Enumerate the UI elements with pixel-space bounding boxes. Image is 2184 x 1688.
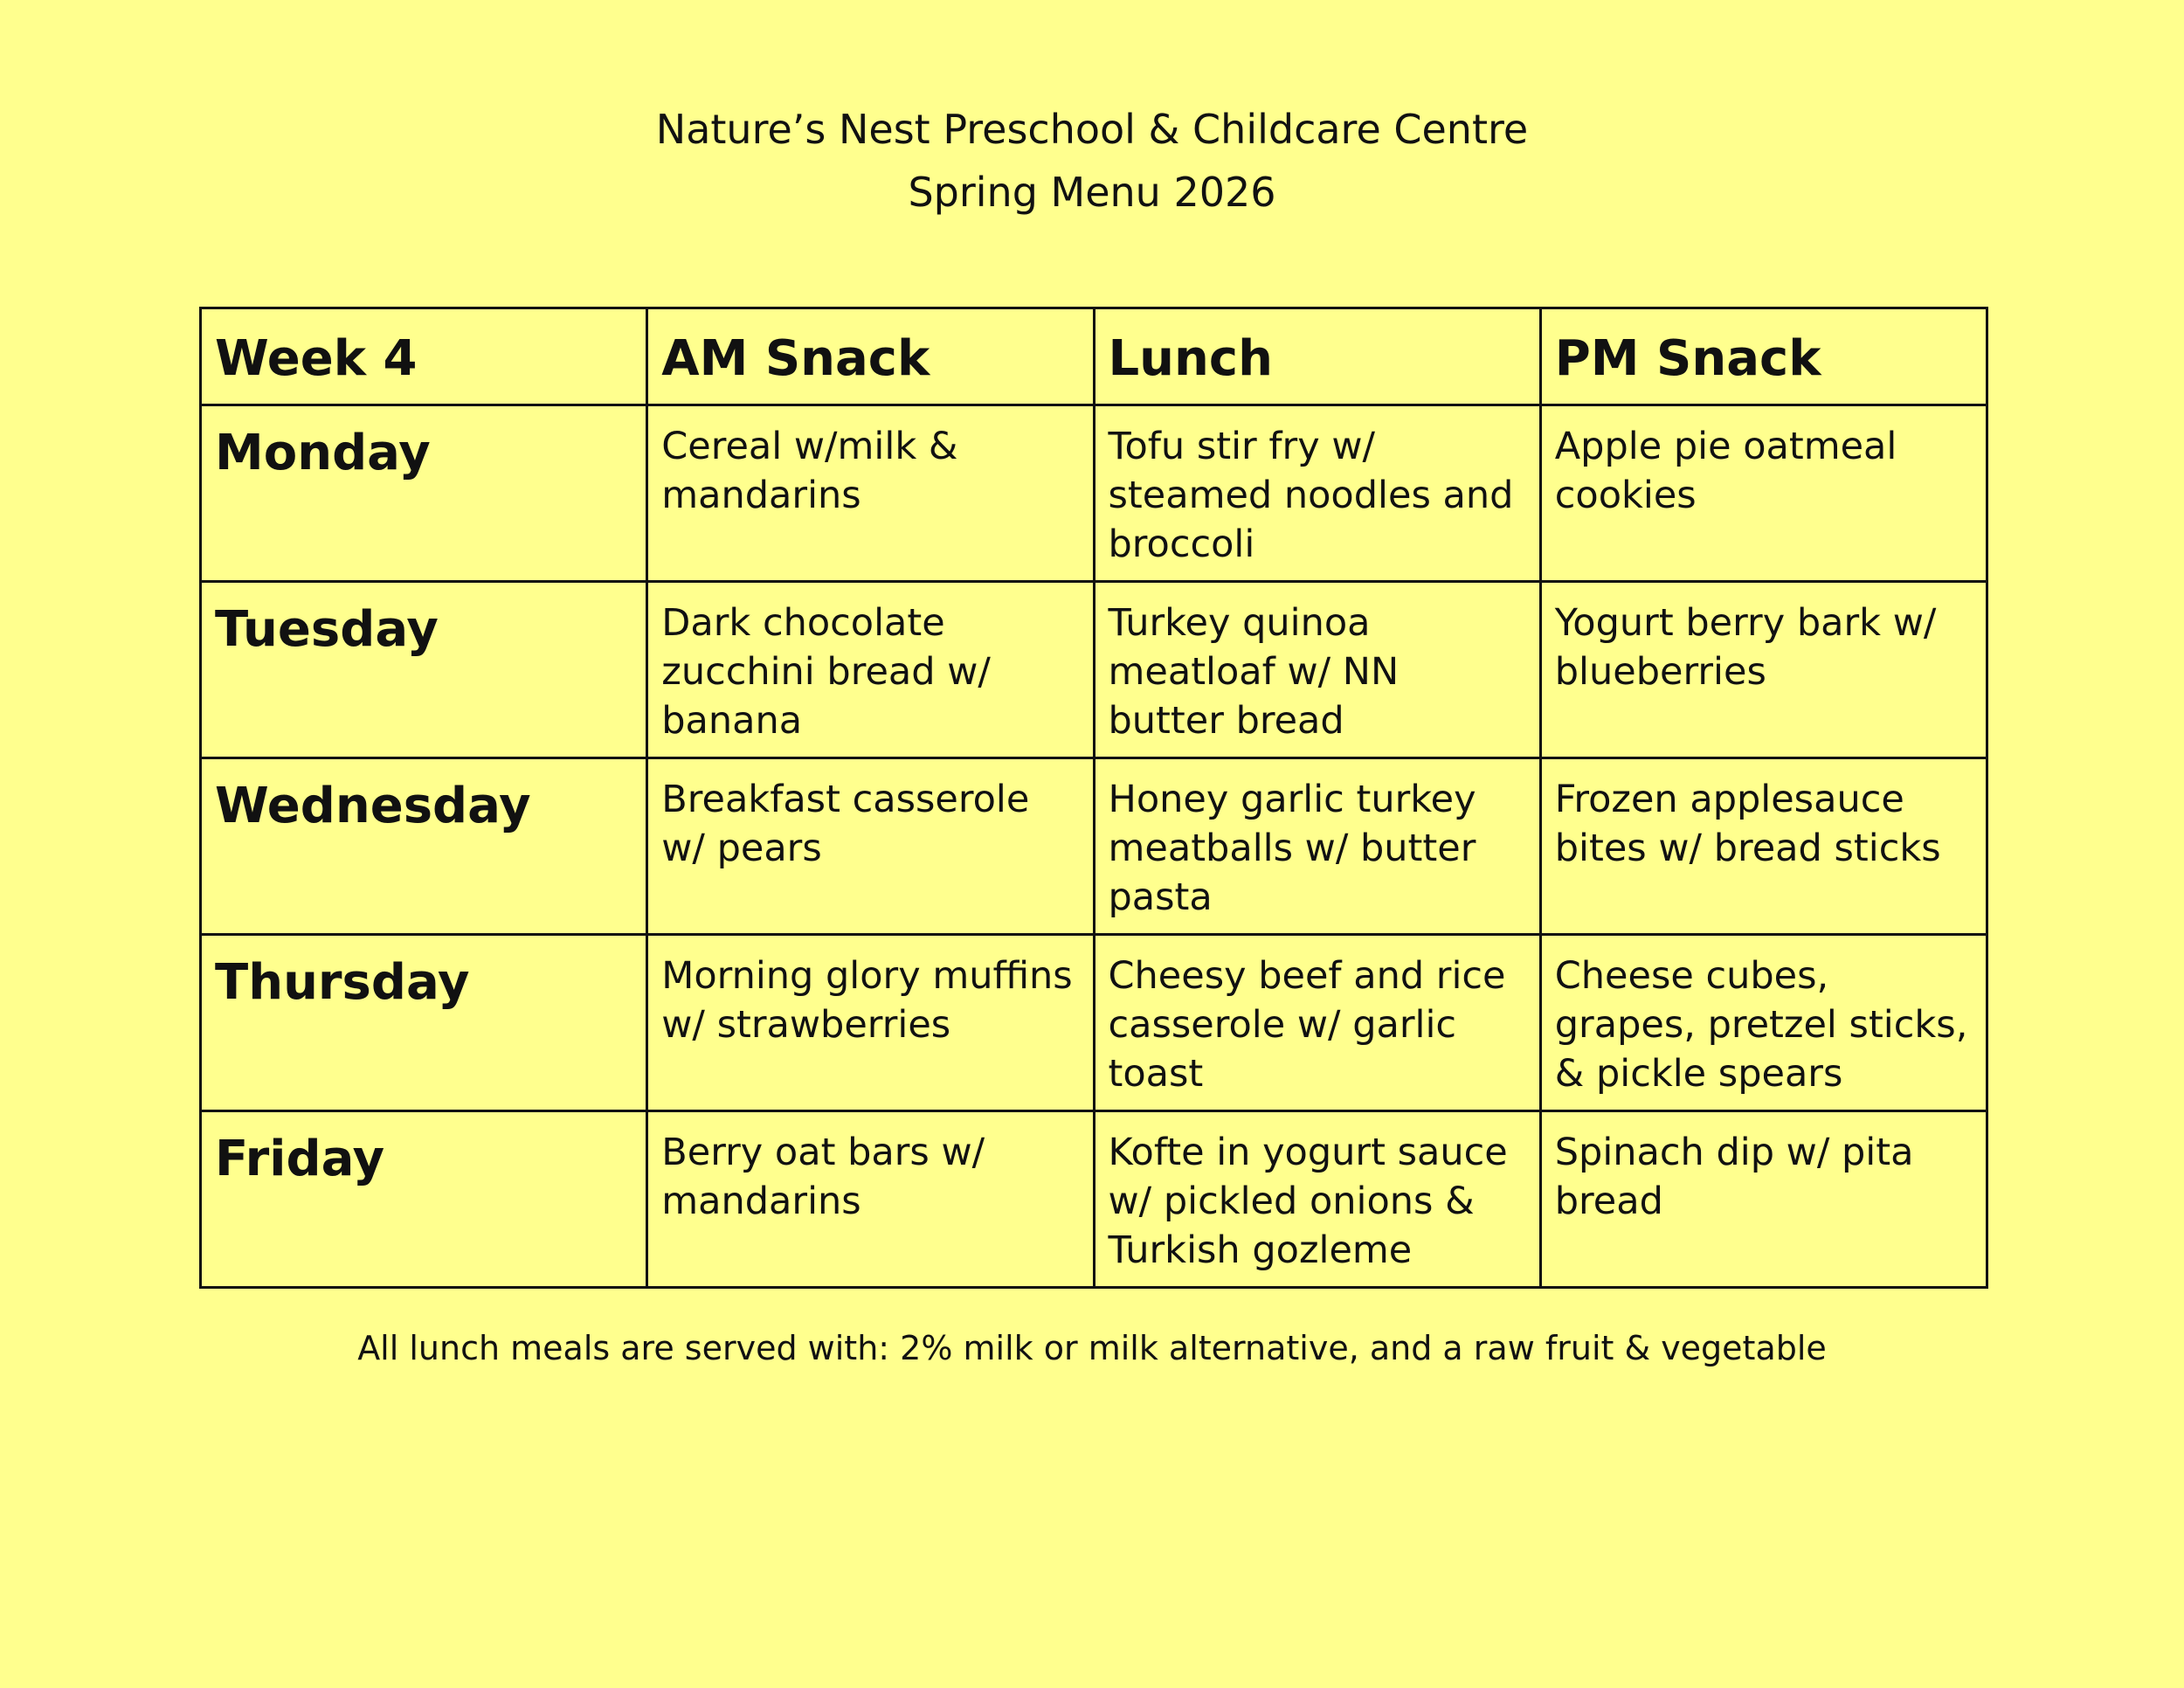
lunch-cell: Turkey quinoa meatloaf w/ NN butter bread [1094, 582, 1540, 758]
table-header-row [201, 308, 1987, 405]
table-row [201, 1111, 1987, 1288]
day-cell: Monday [201, 405, 647, 582]
table-row [201, 758, 1987, 935]
lunch-cell: Cheesy beef and rice casserole w/ garlic toast [1094, 935, 1540, 1111]
menu-subtitle: Spring Menu 2026 [908, 169, 1276, 216]
pm-snack-cell: Frozen applesauce bites w/ bread sticks [1540, 758, 1987, 935]
day-cell: Wednesday [201, 758, 647, 935]
am-snack-cell: Morning glory muffins w/ strawberries [647, 935, 1094, 1111]
pm-snack-cell: Cheese cubes, grapes, pretzel sticks, & pickle spears [1540, 935, 1987, 1111]
pm-snack-cell: Spinach dip w/ pita bread [1540, 1111, 1987, 1288]
pm-snack-cell: Apple pie oatmeal cookies [1540, 405, 1987, 582]
weekly-menu-table [199, 307, 1988, 1289]
pm-snack-cell: Yogurt berry bark w/ blueberries [1540, 582, 1987, 758]
lunch-cell: Tofu stir fry w/ steamed noodles and broccoli [1094, 405, 1540, 582]
table-row [201, 582, 1987, 758]
menu-heading [0, 98, 2184, 224]
column-header-pm-snack: PM Snack [1540, 308, 1987, 405]
am-snack-cell: Dark chocolate zucchini bread w/ banana [647, 582, 1094, 758]
centre-name: Nature’s Nest Preschool & Childcare Centre [655, 106, 1529, 153]
am-snack-cell: Breakfast casserole w/ pears [647, 758, 1094, 935]
lunch-cell: Honey garlic turkey meatballs w/ butter pasta [1094, 758, 1540, 935]
am-snack-cell: Berry oat bars w/ mandarins [647, 1111, 1094, 1288]
lunch-footnote: All lunch meals are served with: 2% milk or milk alternative, and a raw fruit & vegetable [357, 1329, 1827, 1367]
day-cell: Friday [201, 1111, 647, 1288]
day-cell: Tuesday [201, 582, 647, 758]
lunch-cell: Kofte in yogurt sauce w/ pickled onions & Turkish gozleme [1094, 1111, 1540, 1288]
table-row [201, 405, 1987, 582]
day-cell: Thursday [201, 935, 647, 1111]
column-header-lunch: Lunch [1094, 308, 1540, 405]
column-header-week: Week 4 [201, 308, 647, 405]
table-row [201, 935, 1987, 1111]
column-header-am-snack: AM Snack [647, 308, 1094, 405]
am-snack-cell: Cereal w/milk & mandarins [647, 405, 1094, 582]
